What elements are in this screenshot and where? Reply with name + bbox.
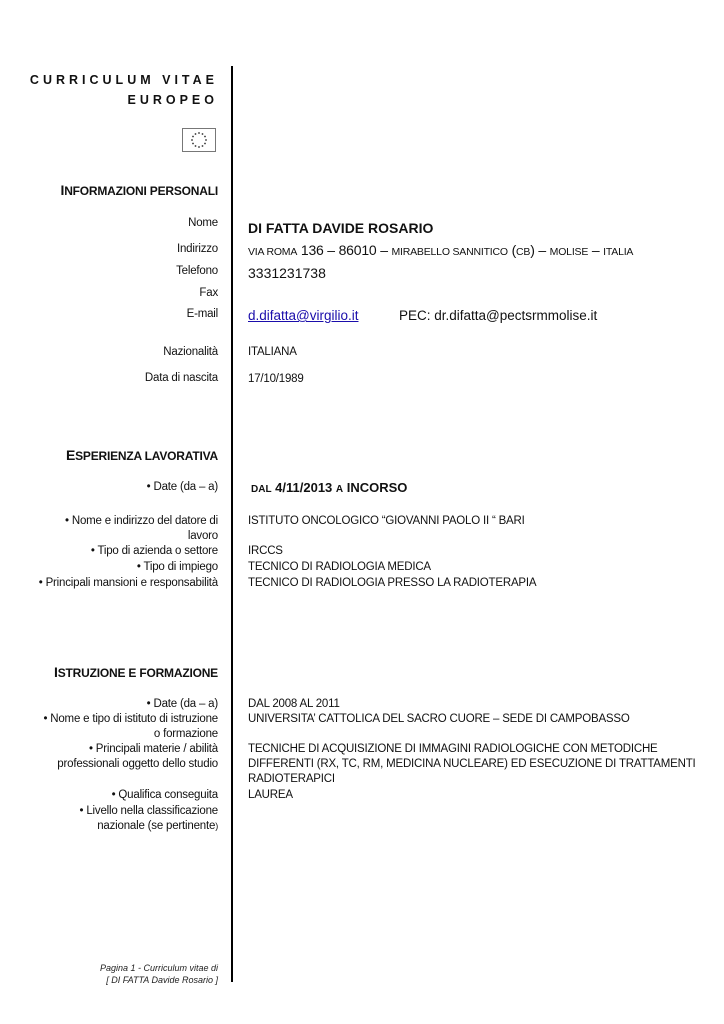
subjects-label: • Principali materie / abilità professionali oggetto dello studio [57, 743, 218, 770]
pec-value: PEC: dr.difatta@pectsrmmolise.it [399, 308, 598, 323]
fax-label: Fax [199, 287, 218, 299]
nationality-value: ITALIANA [248, 346, 297, 358]
heading-rest: NFORMAZIONI PERSONALI [64, 184, 218, 198]
section-heading-education [54, 664, 218, 680]
subjects-value: TECNICHE DI ACQUISIZIONE DI IMMAGINI RADIOLOGICHE CON METODICHE DIFFERENTI (RX, TC, RM, MEDICINA NUCLEARE) ED ESECUZIONE DI TRATTAMENTI RADIOTERAPICI [248, 743, 696, 785]
employer-label: • Nome e indirizzo del datore di lavoro [65, 515, 218, 542]
eu-flag-icon [182, 128, 216, 152]
phone-label: Telefono [176, 265, 218, 277]
footer-line1: Pagina 1 - Curriculum vitae di [99, 963, 218, 973]
qualification-label: • Qualifica conseguita [111, 789, 218, 801]
duties-value: TECNICO DI RADIOLOGIA PRESSO LA RADIOTERAPIA [248, 577, 537, 589]
experience-dates-value: DAL 4/11/2013 A INCORSO [251, 480, 408, 495]
institute-label: • Nome e tipo di istituto di istruzione o formazione [43, 713, 218, 740]
institute-value: UNIVERSITA’ CATTOLICA DEL SACRO CUORE – SEDE DI CAMPOBASSO [248, 713, 630, 725]
heading-initial: E [65, 447, 76, 463]
heading-rest: SPERIENZA LAVORATIVA [75, 449, 218, 463]
phone-value: 3331231738 [248, 265, 326, 281]
birth-label: Data di nascita [144, 372, 218, 384]
cv-title-line1: CURRICULUM VITAE [29, 73, 218, 87]
email-link[interactable]: d.difatta@virgilio.it [248, 308, 359, 323]
job-type-label: • Tipo di impiego [136, 561, 218, 573]
cv-title [30, 70, 218, 110]
heading-initial: I [54, 664, 58, 680]
education-dates-value: DAL 2008 AL 2011 [248, 698, 340, 710]
email-label: E-mail [186, 308, 218, 320]
name-value: DI FATTA DAVIDE ROSARIO [248, 220, 434, 236]
company-type-label: • Tipo di azienda o settore [90, 545, 218, 557]
birth-value: 17/10/1989 [248, 373, 304, 385]
footer-line2: [ DI FATTA Davide Rosario ] [106, 975, 218, 985]
company-type-value: IRCCS [248, 545, 283, 557]
section-heading-experience [66, 447, 218, 463]
address-label: Indirizzo [176, 243, 218, 255]
level-label: • Livello nella classificazione nazionale (se pertinente) [79, 805, 218, 832]
nationality-label: Nazionalità [163, 346, 218, 358]
job-type-value: TECNICO DI RADIOLOGIA MEDICA [248, 561, 431, 573]
page-footer [100, 962, 218, 986]
heading-rest: STRUZIONE E FORMAZIONE [57, 666, 218, 680]
column-divider [231, 66, 233, 982]
address-value: VIA ROMA 136 – 86010 – MIRABELLO SANNITICO (CB) – MOLISE – ITALIA [248, 242, 634, 258]
employer-value: ISTITUTO ONCOLOGICO “GIOVANNI PAOLO II “ BARI [248, 515, 525, 527]
qualification-value: LAUREA [248, 789, 293, 801]
cv-title-line2: EUROPEO [127, 93, 218, 107]
education-dates-label: • Date (da – a) [146, 698, 218, 710]
experience-dates-label: • Date (da – a) [146, 481, 218, 493]
duties-label: • Principali mansioni e responsabilità [38, 577, 218, 589]
heading-initial: I [60, 182, 65, 198]
section-heading-personal [60, 182, 218, 198]
name-label: Nome [188, 217, 218, 229]
